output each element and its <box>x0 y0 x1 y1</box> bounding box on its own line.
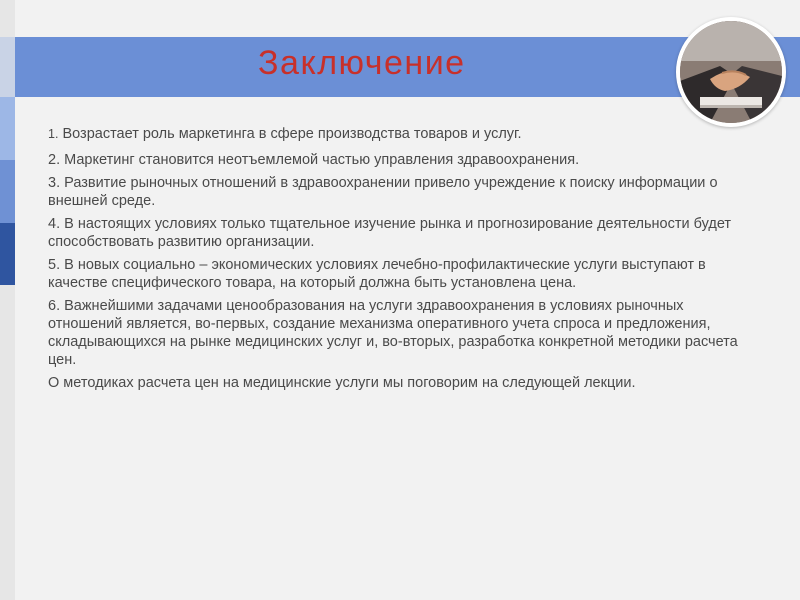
item-text: Важнейшими задачами ценообразования на услуги здравоохранения в условиях рыночных отношений является, во-первых, создание механизма оперативного учета спроса и предложения, складывающихся на рынке медицинских услуг и, во-вторых, разработка конкретной методики расчета цен. <box>48 298 738 368</box>
list-item <box>48 256 760 292</box>
handshake-photo-icon <box>676 17 786 127</box>
item-text: Развитие рыночных отношений в здравоохранении привело учреждение к поиску информации о внешней среде. <box>48 175 718 209</box>
item-number: 1. <box>48 127 59 141</box>
list-item <box>48 151 760 169</box>
item-number: 3. <box>48 175 61 191</box>
list-item <box>48 174 760 210</box>
stripe-segment <box>0 285 15 600</box>
stripe-segment <box>0 37 15 97</box>
left-accent-stripes <box>0 0 15 600</box>
conclusion-list <box>48 125 760 397</box>
list-item <box>48 125 760 143</box>
closing-note: О методиках расчета цен на медицинские услуги мы поговорим на следующей лекции. <box>48 375 636 391</box>
stripe-segment <box>0 0 15 37</box>
item-text: Возрастает роль маркетинга в сфере производства товаров и услуг. <box>62 126 522 142</box>
item-text: В новых социально – экономических условиях лечебно-профилактические услуги выступают в качестве специфического товара, на который должна быть установлена цена. <box>48 257 706 291</box>
stripe-segment <box>0 223 15 285</box>
item-number: 5. <box>48 257 61 273</box>
item-number: 2. <box>48 152 61 168</box>
item-number: 4. <box>48 216 61 232</box>
item-text: В настоящих условиях только тщательное изучение рынка и прогнозирование деятельности будет способствовать развитию организации. <box>48 216 732 250</box>
list-item <box>48 297 760 369</box>
stripe-segment <box>0 160 15 223</box>
stripe-segment <box>0 97 15 160</box>
item-number: 6. <box>48 298 61 314</box>
list-item <box>48 215 760 251</box>
item-text: Маркетинг становится неотъемлемой частью управления здравоохранения. <box>64 152 580 168</box>
slide-title: Заключение <box>258 44 466 82</box>
